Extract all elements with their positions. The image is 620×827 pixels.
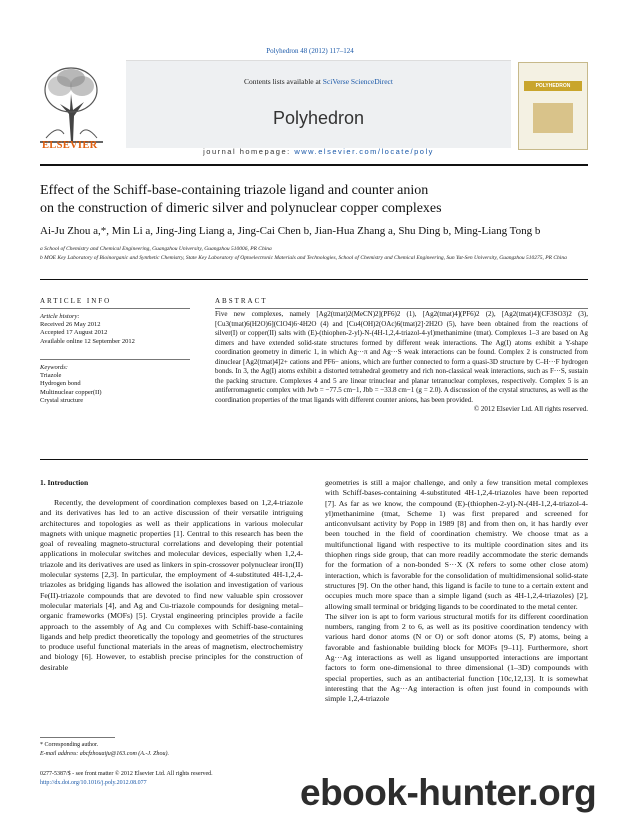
keywords-block xyxy=(40,364,190,405)
footnote-email[interactable]: E-mail address: abcfzhouaiju@163.com (A.-J. Zhou). xyxy=(40,751,169,757)
history-label: Article history: xyxy=(40,313,80,320)
abstract-bottom-rule xyxy=(40,459,588,460)
keyword-item: Multinuclear copper(II) xyxy=(40,388,102,396)
body-column-left: Recently, the development of coordination complexes based on 1,2,4-triazole and its derivatives has led to an active discussion of their versatile intriguing architectures and topologies as well as their applications in various molecular magnets with unique magnetic properties [1]. Central to this research has been the goal of revealing magneto-structural correlations and developing their potential applications in molecular switches and molecular devices, especially when 1,2,4-triazole and its derivatives are used as linkers in spin-crossover polynuclear iron(II) molecular systems [2,3]. In particular, the employment of 4-substituted 4H-1,2,4-triazoles as bridging ligands has allowed the isolation and investigation of various Fe(II)-triazole compounds that are devoted to find new valuable spin crossover molecular materials [4], and Ag and Cu-triazole compounds for designing metal–organic frameworks (MOFs) [5]. Crystal engineering principles provide a facile approach to the assembly of Ag and Cu complexes with Schiff-base-containing ligands and help predict theoretically the topology and geometries of the structures to produce useful functional materials in the areas of magnetism, electrochemistry and biology [6]. However, to establish precise principles for the construction of desirable xyxy=(40,498,303,672)
watermark: ebook-hunter.org xyxy=(300,772,597,813)
sciencedirect-link[interactable]: SciVerse ScienceDirect xyxy=(322,77,393,86)
journal-banner xyxy=(126,60,511,156)
title-line-2: on the construction of dimeric silver and polynuclear copper complexes xyxy=(40,201,442,216)
title-line-1: Effect of the Schiff-base-containing triazole ligand and counter anion xyxy=(40,183,429,198)
footnote-rule xyxy=(40,737,115,738)
doi-link[interactable]: http://dx.doi.org/10.1016/j.poly.2012.08.077 xyxy=(40,780,147,786)
affiliation-rule xyxy=(40,279,588,280)
abstract-text-block xyxy=(215,310,588,415)
article-history xyxy=(40,313,190,346)
keyword-item: Crystal structure xyxy=(40,396,84,404)
keywords-rule xyxy=(40,359,190,360)
abstract-heading: ABSTRACT xyxy=(215,297,268,305)
abstract-text: Five new complexes, namely [Ag2(tmat)2(MeCN)2](PF6)2 (1), [Ag2(tmat)4](PF6)2 (2), [Ag2(tmat)4](CF3SO3)2 (3), [Cu3(tmat)6(H2O)6](ClO4)6·4H2O (4) and [Cu4(OH)2(OAc)6(tmat)2]·2H2O (5), have been obtained from the reactions of silver(I) or copper(II) salts with (E)-(thiophen-2-yl)-N-(4H-1,2,4-triazol-4-yl)methanimine (tmat). Complexes 1–3 are based on Ag dimers and have extended solid-state structures formed by different weak interactions. The Ag(I) atoms exhibit a Y-shape coordination geometry in dimeric 1, in which Ag···π and Ag···S weak interactions can be found. Complex 2 is constructed from dinuclear [Ag2(tmat)4]2+ cations and PF6− anions, which are further connected to form a quasi-3D structure by C–H···F hydrogen bonds. In 3, the Ag(I) atoms exhibit a distorted tetrahedral geometry and rich non-classical weak interactions, such as F···S, sustain the packing structure. Complexes 4 and 5 are linear trinuclear and planar tetranuclear complexes, respectively. Complex 5 is an antiferromagnetic complex with Jwb = −77.5 cm−1, Jbb = −33.8 cm−1 (g = 2.0). A discussion of the crystal structures, as well as the coordination properties of the tmat ligands with different counter anions, has been provided. xyxy=(215,310,588,404)
contents-prefix: Contents lists available at xyxy=(244,77,323,86)
accepted-date: Accepted 17 August 2012 xyxy=(40,329,108,337)
footnote-corresponding: * Corresponding author. xyxy=(40,742,99,748)
received-date: Received 26 May 2012 xyxy=(40,321,101,329)
homepage-prefix: journal homepage: xyxy=(203,147,295,156)
homepage-line xyxy=(126,147,511,156)
body-column-right: geometries is still a major challenge, and only a few transition metal complexes with Schiff-bases-containing 4-substituted 4H-1,2,4-triazoles have been reported [7]. As far as we know, the compound (E)-(thiophen-2-yl)-N-(4H-1,2,4-triazol-4-yl)methanimine (tmat, Scheme 1) was first prepared and screened for anticonvulsant activity by Popp in 1989 [8] and from then on, it has hardly ever been touched in the field of coordination chemistry. We choose tmat as a multifunctional ligand with respective to its multiple coordination sites and its thiophen rings side group, that can more readily accommodate the steric demands for the formation of a non-bonded S···X (X refers to some other close atom) interaction, which is favorable for the consolidation of multidimensional solid-state structures [9]. On the other hand, this ligand is facile to tune to a certain extent and occupies much more space than a simple ligand (such as 4H-1,2,4-triazoles) [2], allowing small terminal or bridging ligands to be coordinated to the metal center. The silver ion is apt to form various structural motifs for its different coordination numbers, ranging from 2 to 6, as well as its positive coordination tendency with various hard donor atoms (N or O) or soft donor atoms (S, P) atoms, being a favorable and fashionable building block for MOFs [9–11]. Furthermore, short Ag···Ag interactions as well as ligand unsupported interactions are important factors to form one-dimensional to three dimensional (1–3D) compounds with special properties, such as an antibacterial function [10c,12,13]. It is somewhat interesting that the Ag···Ag interaction is often just found in compounds with simple 1,2,4-triazole xyxy=(325,478,588,704)
journal-reference[interactable]: Polyhedron 48 (2012) 117–124 xyxy=(266,47,354,55)
journal-header xyxy=(40,60,588,162)
header-rule xyxy=(40,164,588,166)
keyword-item: Triazole xyxy=(40,372,62,380)
journal-cover-thumbnail xyxy=(518,62,588,150)
section-heading-introduction: 1. Introduction xyxy=(40,478,89,487)
affiliation-a: a School of Chemistry and Chemical Engineering, Guangzhou University, Guangzhou 510006, PR China xyxy=(40,246,272,252)
article-info-heading: ARTICLE INFO xyxy=(40,297,112,305)
keyword-item: Hydrogen bond xyxy=(40,380,81,388)
keywords-label: Keywords: xyxy=(40,364,68,371)
article-title xyxy=(40,182,588,218)
article-info-rule xyxy=(40,308,190,309)
issn-line: 0277-5387/$ - see front matter © 2012 Elsevier Ltd. All rights reserved. xyxy=(40,771,213,777)
cover-title: POLYHEDRON xyxy=(524,81,582,91)
author-list: Ai-Ju Zhou a,*, Min Li a, Jing-Jing Liang a, Jing-Cai Chen b, Jian-Hua Zhang a, Shu Ding b, Ming-Liang Tong b xyxy=(40,225,541,237)
homepage-link[interactable]: www.elsevier.com/locate/poly xyxy=(294,147,434,156)
contents-line xyxy=(126,77,511,86)
journal-title: Polyhedron xyxy=(272,108,365,128)
online-date: Available online 12 September 2012 xyxy=(40,337,135,345)
abstract-rule xyxy=(215,308,588,309)
abstract-copyright: © 2012 Elsevier Ltd. All rights reserved. xyxy=(473,405,588,413)
elsevier-tree-logo-icon xyxy=(40,60,103,148)
affiliation-b: b MOE Key Laboratory of Bioinorganic and Synthetic Chemistry, State Key Laboratory of Optoelectronic Materials and Technologies, School of Chemistry and Chemical Engineering, Sun Yat-Sen University, Guangzhou 510275, PR China xyxy=(40,255,567,261)
publisher-logo-text: ELSEVIER xyxy=(42,140,98,151)
cover-art xyxy=(533,103,573,133)
